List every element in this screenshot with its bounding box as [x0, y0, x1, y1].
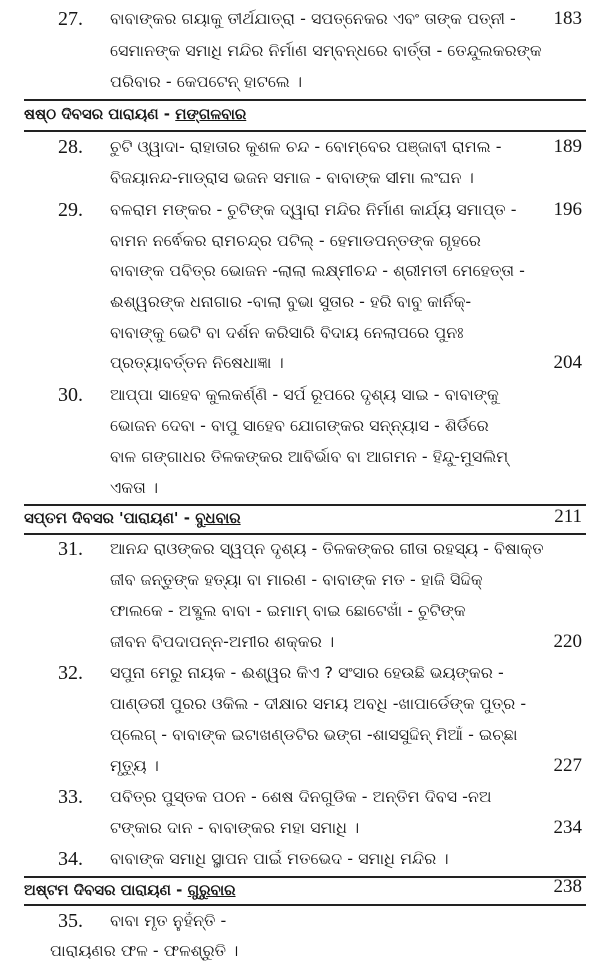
entry-number: 27. — [58, 8, 83, 30]
entry-number: 35. — [58, 910, 83, 932]
page-number: 211 — [554, 506, 582, 527]
entry-text-line: ମୃତ୍ୟୁ । — [110, 756, 159, 775]
section-divider — [24, 504, 586, 506]
entry-text-line: ଭୋଜନ ଦେବା - ବାପୁ ସାହେବ ଯୋଗଙ୍କର ସନ୍ନ୍ୟାସ - ଶିର୍ଡିରେ — [110, 416, 489, 435]
day-heading: ସପ୍ତମ ଦିବସର 'ପାରାୟଣ' - ବୁଧବାର — [24, 509, 241, 527]
section-divider — [24, 99, 586, 101]
entry-text-line: ଟଙ୍କାର ଦାନ - ବାବାଙ୍କର ମହା ସମାଧି । — [110, 818, 360, 837]
section-divider — [24, 533, 586, 535]
entry-text-line: ଚୁଟି ଓ୍ୱାଦା- ରାହାତାର କୁଶଳ ଚନ୍ଦ - ବୋମ୍ବେର ପଞ୍ଜାବୀ ରାମଲ - — [110, 137, 502, 156]
entry-text-line: ଆପ୍ପା ସାହେବ କୁଲକର୍ଣ୍ଣି - ସର୍ପ ରୂପରେ ଦୃଶ୍ୟ ସାଇ - ବାବାଙ୍କୁ — [110, 385, 499, 404]
entry-number: 33. — [58, 786, 83, 808]
day-heading: ଅଷ୍ଟମ ଦିବସର ପାରାୟଣ - ଗୁରୁବାର — [24, 881, 236, 899]
entry-text-line: ସେମାନଙ୍କ ସମାଧି ମନ୍ଦିର ନିର୍ମାଣ ସମ୍ବନ୍ଧରେ ବାର୍ତ୍ତା - ତେନ୍ଦୁଲକରଙ୍କ — [110, 41, 542, 60]
entry-text-line: ପାରାୟଣର ଫଳ - ଫଳଶ୍ରୁତି । — [50, 941, 239, 960]
entry-number: 34. — [58, 848, 83, 870]
entry-number: 32. — [58, 662, 83, 684]
page-number: 183 — [553, 8, 582, 29]
page-number: 196 — [553, 199, 582, 220]
page-number: 204 — [553, 352, 582, 373]
page-number: 227 — [553, 755, 582, 776]
day-heading: ଷଷ୍ଠ ଦିବସର ପାରାୟଣ - ମଙ୍ଗଳବାର — [24, 105, 247, 123]
entry-text-line: ପ୍ଲେଗ୍ - ବାବାଙ୍କ ଇଟାଖଣ୍ଡଟିର ଭଙ୍ଗ -ଶାସସୁଦ୍ଦିନ୍ ମିଆଁ - ଇଚ୍ଛା — [110, 725, 518, 744]
entry-text-line: ଜୀବନ ବିପଦାପନ୍ନ-ଅମୀର ଶକ୍କର । — [110, 632, 335, 651]
entry-text-line: ବାବା ମୃତ ନୁହଁନ୍ତି - — [110, 911, 227, 930]
page-number: 189 — [553, 136, 582, 157]
entry-number: 31. — [58, 538, 83, 560]
entry-number: 30. — [58, 384, 83, 406]
entry-text-line: ବିଜୟାନନ୍ଦ-ମାଡ୍ରାସ ଭଜନ ସମାଜ - ବାବାଙ୍କ ସୀମା ଲଂଘନ । — [110, 168, 474, 187]
entry-text-line: ବାବାଙ୍କର ଗୟାକୁ ତୀର୍ଥଯାତ୍ରା - ସପତ୍ନେକର ଏବଂ ତାଙ୍କ ପତ୍ନୀ - — [110, 9, 516, 28]
entry-text-line: ବାବାଙ୍କ ପବିତ୍ର ଭୋଜନ -ଲାଲା ଲକ୍ଷ୍ମୀଚନ୍ଦ - ଶ୍ରୀମତୀ ମେହେତ୍ତା - — [110, 261, 525, 280]
section-divider — [24, 904, 586, 906]
entry-text-line: ପାଣ୍ଡରୀ ପୁରର ଓକିଲ - ଦୀକ୍ଷାର ସମୟ ଅବଧି -ଖାପାର୍ଡେଙ୍କ ପୁତ୍ର - — [110, 694, 527, 713]
entry-text-line: ପ୍ରତ୍ୟାବର୍ତ୍ତନ ନିଷେଧାଜ୍ଞା । — [110, 353, 284, 372]
entry-text-line: ବାବାଙ୍କୁ ଭେଟି ବା ଦର୍ଶନ କରିସାରି ବିଦାୟ ନେଲାପରେ ପୁନଃ — [110, 323, 464, 342]
entry-text-line: ସପୁନା ମେରୁ ନାୟକ - ଈଶ୍ୱର କିଏ ? ସଂସାର ହେଉଛି ଭୟଙ୍କର - — [110, 663, 504, 682]
section-divider — [24, 130, 586, 132]
entry-number: 28. — [58, 136, 83, 158]
entry-text-line: ଈଶ୍ୱରଙ୍କ ଧନାଗାର -ବାଲା ବୁଭା ସୁତାର - ହରି ବାବୁ କାର୍ନିକ୍- — [110, 292, 472, 311]
entry-text-line: ଆନନ୍ଦ ରାଓଙ୍କର ସ୍ୱପ୍ନ ଦୃଶ୍ୟ - ତିଳକଙ୍କର ଗୀତା ରହସ୍ୟ - ବିଷାକ୍ତ — [110, 539, 544, 558]
section-divider — [24, 876, 586, 878]
entry-text-line: ଫାଲକେ - ଅବ୍ଦୁଲ ବାବା - ଇମାମ୍ ବାଇ ଛୋଟେଖାଁ - ଚୁଟିଙ୍କ — [110, 601, 466, 620]
entry-text-line: ଏକତା । — [110, 478, 159, 497]
page-number: 238 — [553, 876, 582, 897]
entry-text-line: ବଳରାମ ମଙ୍କର - ଚୁଟିଙ୍କ ଦ୍ୱାରା ମନ୍ଦିର ନିର୍ମାଣ କାର୍ଯ୍ୟ ସମାପ୍ତ - — [110, 200, 517, 219]
entry-number: 29. — [58, 199, 83, 221]
entry-text-line: ବାଳ ଗଙ୍ଗାଧର ତିଳକଙ୍କର ଆବିର୍ଭାବ ବା ଆଗମନ - ହିନ୍ଦୁ-ମୁସଲିମ୍ — [110, 447, 509, 466]
entry-text-line: ପରିବାର - କେପଟେନ୍ ହାଟଲେ । — [110, 72, 303, 91]
page-number: 234 — [553, 817, 582, 838]
page-number: 220 — [553, 631, 582, 652]
entry-text-line: ବାମନ ନର୍ଵେକର ରାମଚନ୍ଦ୍ର ପଟିଲ୍ - ହେମାଡପନ୍ତଙ୍କ ଗୃହରେ — [110, 231, 481, 250]
entry-text-line: ଜୀବ ଜନ୍ତୁଙ୍କ ହତ୍ୟା ବା ମାରଣ - ବାବାଙ୍କ ମତ - ହାଜି ସିଦ୍ଦିକ୍ — [110, 570, 483, 589]
entry-text-line: ବାବାଙ୍କ ସମାଧି ସ୍ଥାପନ ପାଇଁ ମତଭେଦ - ସମାଧି ମନ୍ଦିର । — [110, 849, 449, 868]
entry-text-line: ପବିତ୍ର ପୁସ୍ତକ ପଠନ - ଶେଷ ଦିନଗୁଡିକ - ଅନ୍ତିମ ଦିବସ -ନଅ — [110, 787, 492, 806]
